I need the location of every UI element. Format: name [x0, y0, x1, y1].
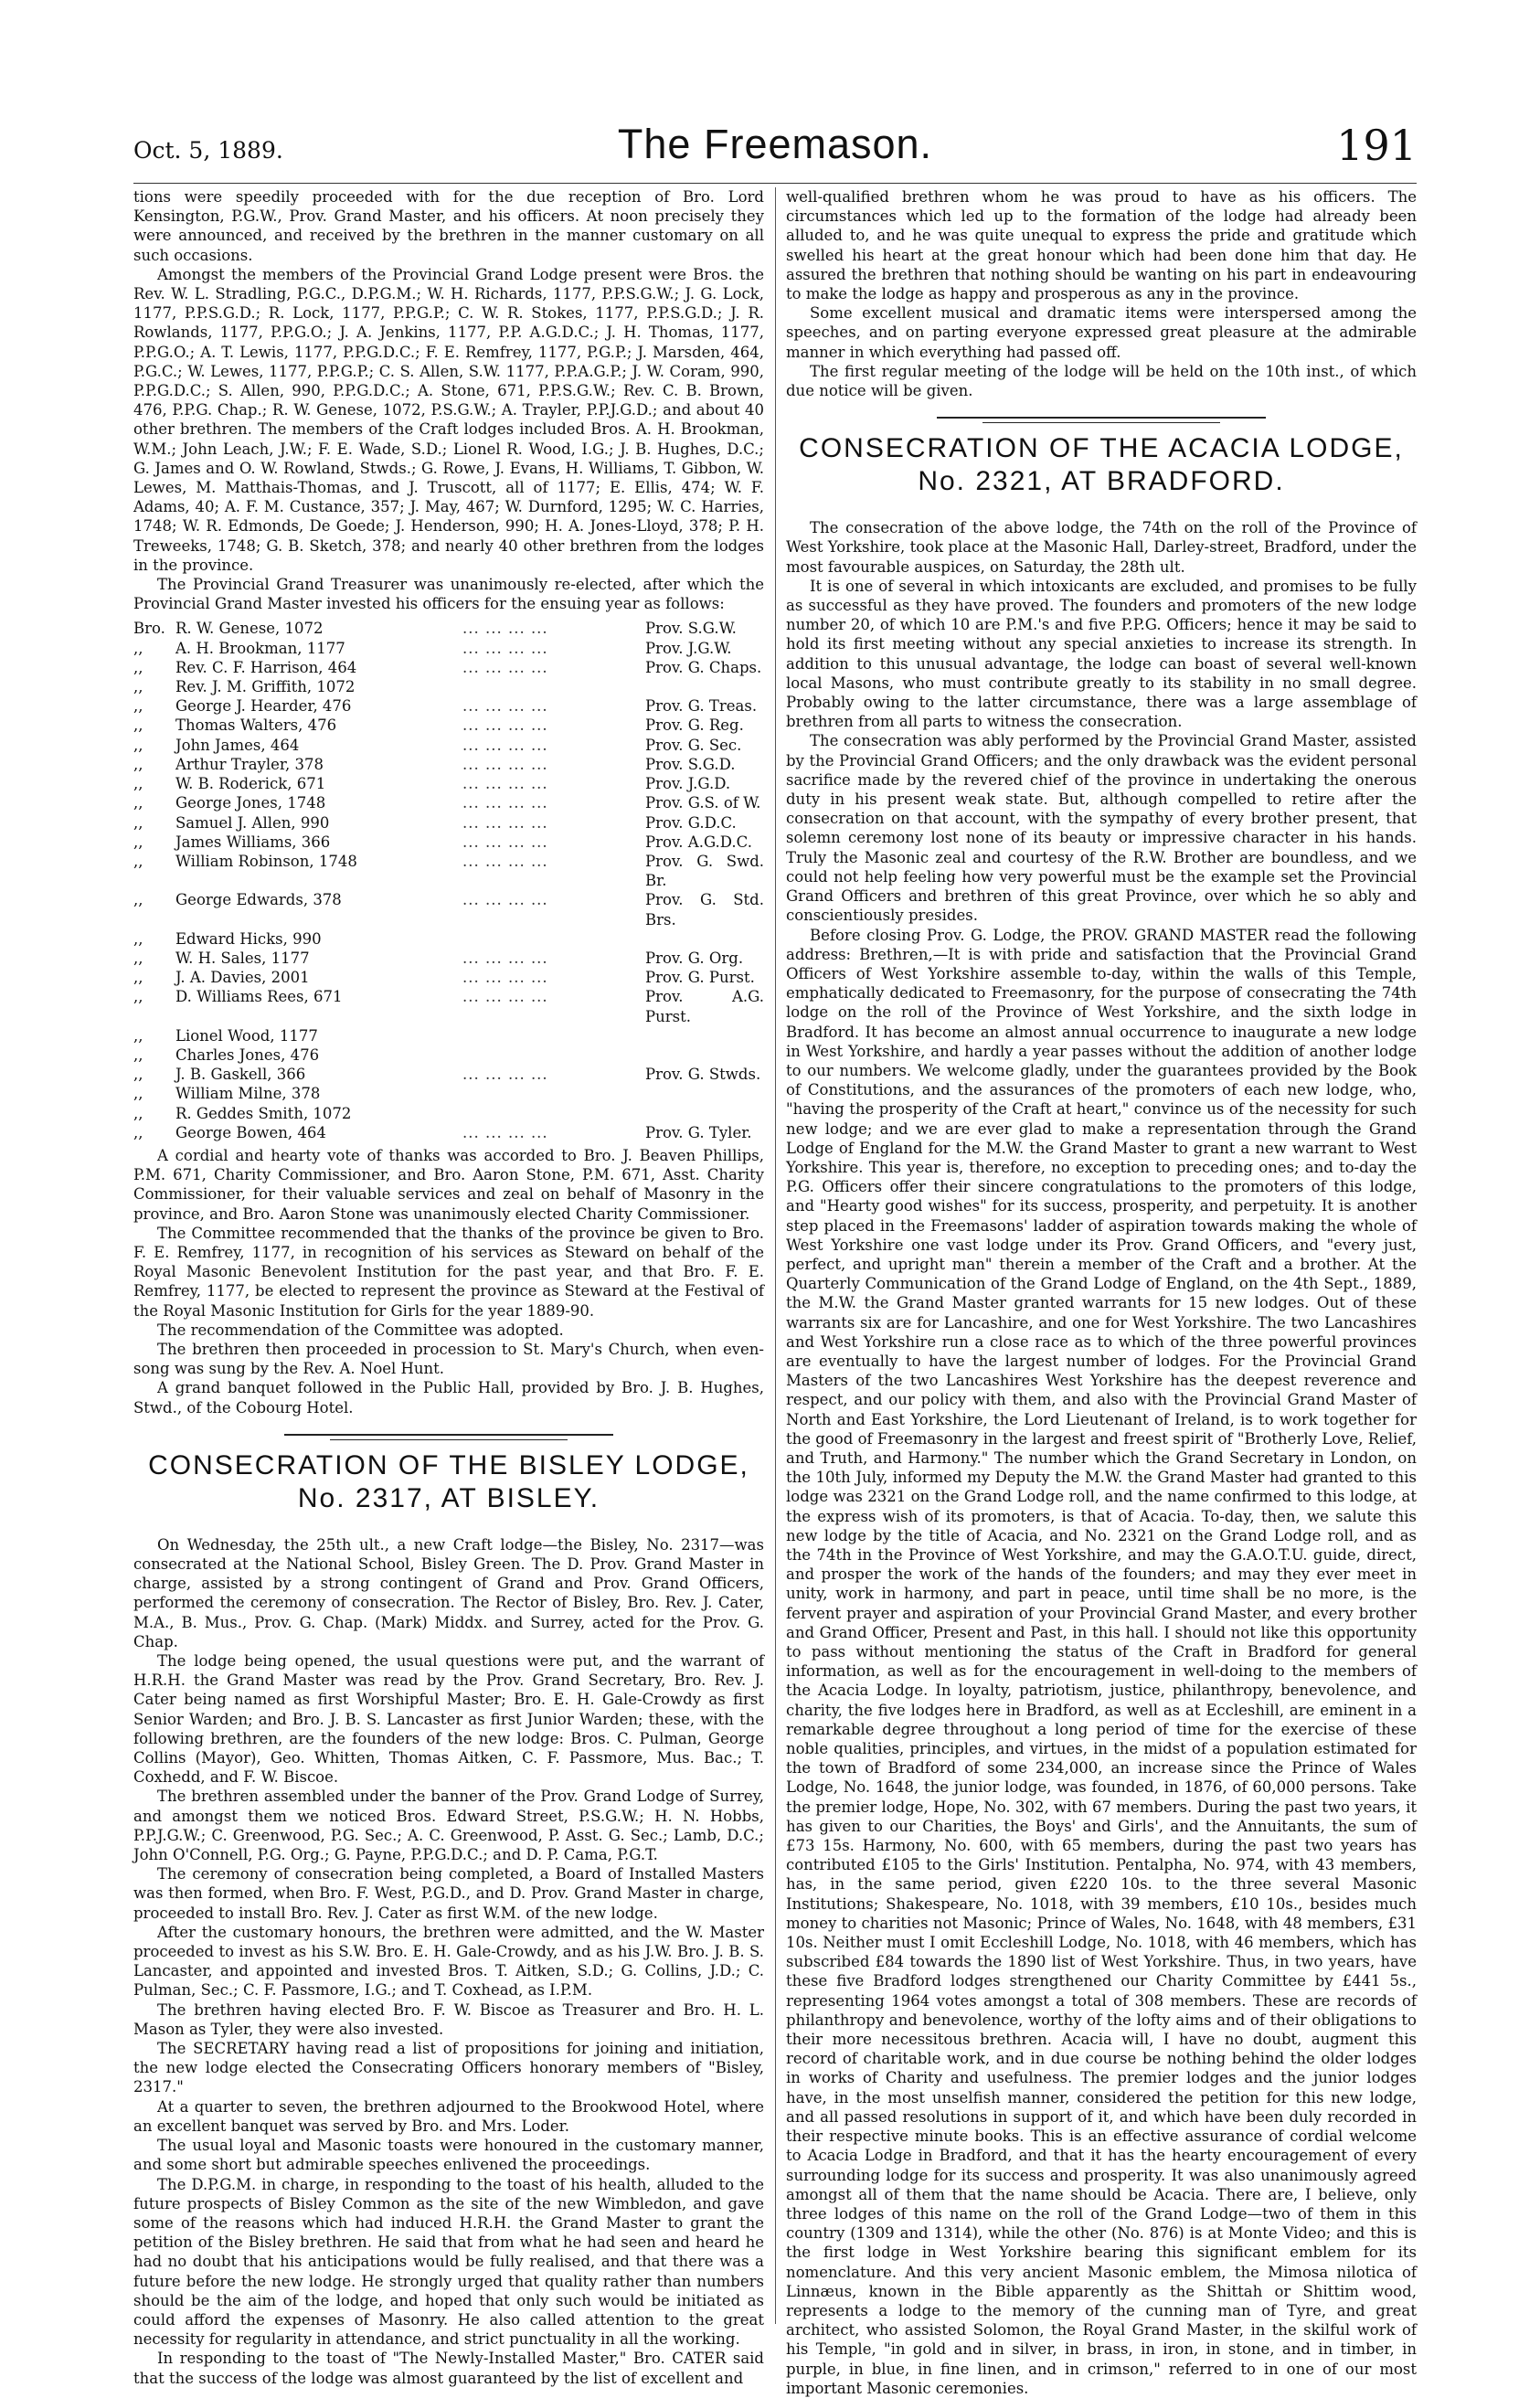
section-title: CONSECRATION OF THE ACACIA LODGE, [799, 433, 1404, 464]
officer-prefix: ,, [133, 852, 143, 870]
officer-prefix: ,, [133, 1104, 143, 1122]
officer-row [133, 1084, 764, 1103]
officer-row [133, 987, 764, 1025]
leader-dots [462, 1045, 645, 1065]
paragraph: The recommendation of the Committee was adopted. [157, 1321, 564, 1339]
officer-row [133, 774, 764, 793]
column-divider [775, 187, 776, 2324]
officer-office: Prov. G. Sec. [645, 736, 742, 754]
officer-name: Edward Hicks, 990 [175, 929, 322, 948]
paragraph: The brethren assembled under the banner of the Prov. Grand Lodge of Surrey, and amongst them we noticed Bros. Edward Street, P.S.G.W.; H. N. Hobbs, P.P.J.G.W.; C. Greenwood, P.G. Sec.; A. C. Greenwood, P. Asst. G. Sec.; Lamb, D.C.; John O'Connell, P.G. Org.; G. Payne, P.P.G.D.C.; and D. P. Cama, P.G.T. [133, 1788, 764, 1864]
officer-row [133, 1104, 764, 1123]
section-subtitle: No. 2321, AT BRADFORD. [918, 466, 1285, 497]
section-rule [330, 1439, 568, 1440]
paragraph: After the customary honours, the brethren were admitted, and the W. Master proceeded to invest as his S.W. Bro. E. H. Gale-Crowdy, and as his J.W. Bro. J. B. S. Lancaster, and appointed and invested Bros. T. Aitken, S.D.; G. Collins, J.D.; C. Pulman, Sec.; C. F. Passmore, I.G.; and T. Coxhead, as I.P.M. [133, 1923, 764, 2000]
officer-office [645, 929, 764, 949]
officer-name: Lionel Wood, 1177 [175, 1026, 318, 1045]
officer-name: R. Geddes Smith, 1072 [175, 1104, 352, 1122]
officer-office: Prov. G. Reg. [645, 716, 744, 735]
officer-row [133, 813, 764, 833]
officer-office [645, 1026, 764, 1045]
officer-office: Prov. A.G.D.C. [645, 833, 752, 851]
paragraph: The consecration of the above lodge, the 74th on the roll of the Province of West Yorkshire, took place at the Masonic Hall, Darley-street, Bradford, under the most favourable auspices, on Saturday, the 28th ult. [786, 519, 1417, 576]
paragraph: The consecration was ably performed by the Provincial Grand Master, assisted by the Provincial Grand Officers; and the only drawback was the evident personal sacrifice made by the revered chief of the province in undertaking the onerous duty in his present weak state. But, although compelled to retire after the consecration on that account, with the sympathy of every brother present, that solemn ceremony lost none of its beauty or impressive character in his hands. Truly the Masonic zeal and courtesy of the R.W. Brother are boundless, and we could not help feeling how very powerful must be the example set the Provincial Grand Officers and brethren of this great Province, over which he so ably and conscientiously presides. [786, 732, 1417, 925]
officer-row [133, 696, 764, 716]
officer-name: A. H. Brookman, 1177 [175, 639, 345, 657]
paragraph: The Provincial Grand Treasurer was unanimously re-elected, after which the Provincial Grand Master invested his officers for the ensuing year as follows: [133, 576, 764, 613]
paragraph: well-qualified brethren whom he was proud to have as his officers. The circumstances which led up to the formation of the lodge had already been alluded to, and he was quite unequal to express the pride and gratitude which swelled his heart at the great honour which had been done him that day. He assured the brethren that nothing should be wanting on his part in endeavouring to make the lodge as happy and prosperous as any in the province. [786, 188, 1417, 303]
left-column [133, 187, 764, 2387]
officer-prefix: ,, [133, 833, 143, 851]
section-rule [284, 1434, 613, 1436]
officer-prefix: ,, [133, 736, 143, 754]
officer-office [645, 1045, 764, 1065]
officer-office: Prov. G. Chaps. [645, 658, 762, 676]
officer-name: Rev. C. F. Harrison, 464 [175, 658, 357, 676]
officer-prefix: ,, [133, 949, 143, 967]
officer-prefix: ,, [133, 658, 143, 676]
officer-office: Prov. G. Tyler. [645, 1123, 752, 1141]
header-rule [133, 183, 1417, 184]
officer-office [645, 1104, 764, 1123]
officer-prefix: ,, [133, 1045, 143, 1064]
leader-dots: ... ... ... ... [462, 639, 548, 657]
officer-prefix: ,, [133, 929, 143, 948]
right-column [786, 187, 1417, 2397]
paragraph: The ceremony of consecration being completed, a Board of Installed Masters was then formed, when Bro. F. West, P.G.D., and D. Prov. Grand Master in charge, proceeded to install Bro. Rev. J. Cater as first W.M. of the new lodge. [133, 1865, 764, 1922]
officer-name: W. H. Sales, 1177 [175, 949, 310, 967]
leader-dots: ... ... ... ... [462, 988, 548, 1006]
officer-prefix: ,, [133, 1066, 143, 1084]
officer-prefix: ,, [133, 1026, 143, 1045]
officer-office: Prov. S.G.D. [645, 755, 736, 773]
officer-row [133, 619, 764, 638]
section-rule [982, 422, 1220, 423]
officer-name: Samuel J. Allen, 990 [175, 813, 330, 832]
paragraph: tions were speedily proceeded with for the due reception of Bro. Lord Kensington, P.G.W., Prov. Grand Master, and his officers. At noon precisely they were announced, and received by the brethren in the manner customary on all such occasions. [133, 188, 764, 264]
paragraph: The brethren having elected Bro. F. W. Biscoe as Treasurer and Bro. H. L. Mason as Tyler, they were also invested. [133, 2000, 764, 2038]
page-number: 191 [1336, 121, 1417, 170]
leader-dots [462, 1084, 645, 1103]
officer-office [645, 677, 764, 696]
leader-dots: ... ... ... ... [462, 833, 548, 851]
section-rule [937, 417, 1266, 419]
leader-dots: ... ... ... ... [462, 891, 548, 909]
officer-office: Prov. J.G.D. [645, 775, 731, 793]
acacia-article [786, 518, 1417, 2398]
paragraph: The usual loyal and Masonic toasts were honoured in the customary manner, and some short but admirable speeches enlivened the proceedings. [133, 2137, 764, 2174]
issue-date: Oct. 5, 1889. [133, 137, 283, 164]
leader-dots: ... ... ... ... [462, 949, 548, 967]
leader-dots: ... ... ... ... [462, 852, 548, 870]
officer-row [133, 716, 764, 735]
officer-row [133, 793, 764, 812]
officer-prefix: ,, [133, 1085, 143, 1103]
officer-prefix: Bro. [133, 620, 165, 638]
leader-dots: ... ... ... ... [462, 813, 548, 832]
officer-row [133, 658, 764, 677]
officer-row [133, 1123, 764, 1142]
paragraph: The brethren then proceeded in procession to St. Mary's Church, when even-song was sung by the Rev. A. Noel Hunt. [133, 1340, 764, 1378]
leader-dots: ... ... ... ... [462, 697, 548, 716]
officer-name: George Bowen, 464 [175, 1123, 326, 1141]
leader-dots: ... ... ... ... [462, 736, 548, 754]
leader-dots: ... ... ... ... [462, 794, 548, 812]
paragraph: A cordial and hearty vote of thanks was accorded to Bro. J. Beaven Phillips, P.M. 671, Charity Commissioner, and Bro. Aaron Stone, P.M. 671, Asst. Charity Commissioner, for their valuable services and zeal on behalf of Masonry in the province, and Bro. Aaron Stone was unanimously elected Charity Commissioner. [133, 1146, 764, 1223]
officer-office: Prov. G. Treas. [645, 697, 758, 716]
officer-name: John James, 464 [175, 736, 300, 754]
leader-dots: ... ... ... ... [462, 1066, 548, 1084]
paragraph: In responding to the toast of "The Newly-Installed Master," Bro. CATER said that the success of the lodge was almost guaranteed by the list of excellent and [133, 2350, 764, 2387]
officer-office: Prov. G. Swd. Br. [645, 852, 764, 890]
officer-office [645, 1084, 764, 1103]
officer-name: R. W. Genese, 1072 [175, 620, 324, 638]
paragraph: At a quarter to seven, the brethren adjourned to the Brookwood Hotel, where an excellent banquet was served by Bro. and Mrs. Loder. [133, 2097, 764, 2135]
section-title: CONSECRATION OF THE BISLEY LODGE, [148, 1449, 749, 1480]
officer-row [133, 1045, 764, 1065]
paragraph: The D.P.G.M. in charge, in responding to the toast of his health, alluded to the future prospects of Bisley Common as the site of the new Wimbledon, and gave some of the reasons which had induced H.R.H. the Grand Master to grant the petition of the Bisley brethren. He said that from what he had seen and heard he had no doubt that his anticipations would be fully realised, and that there was a future before the new lodge. He strongly urged that quality rather than numbers should be the aim of the lodge, and hoped that only such would be initiated as could afford the expenses of Masonry. He also called attention to the great necessity for regularity in attendance, and strict punctuality in all the working. [133, 2175, 764, 2349]
officer-office: Prov. G.D.C. [645, 813, 737, 832]
officer-prefix: ,, [133, 678, 143, 696]
officer-row [133, 1026, 764, 1045]
officer-row [133, 968, 764, 987]
leader-dots: ... ... ... ... [462, 716, 548, 735]
officer-row [133, 929, 764, 949]
officer-name: George Jones, 1748 [175, 794, 326, 812]
paragraph: On Wednesday, the 25th ult., a new Craft lodge—the Bisley, No. 2317—was consecrated at the National School, Bisley Green. The D. Prov. Grand Master in charge, assisted by a strong contingent of Grand and Prov. Grand Officers, performed the ceremony of consecration. The Rector of Bisley, Bro. Rev. J. Cater, M.A., B. Mus., Prov. G. Chap. (Mark) Middx. and Surrey, acted for the Prov. G. Chap. [133, 1535, 764, 1650]
officer-office: Prov. G. Std. Brs. [645, 891, 764, 928]
officer-name: James Williams, 366 [175, 833, 331, 851]
leader-dots: ... ... ... ... [462, 775, 548, 793]
officer-name: J. A. Davies, 2001 [175, 969, 310, 987]
bisley-article [133, 1535, 764, 2388]
officer-name: William Milne, 378 [175, 1085, 321, 1103]
officer-name: Rev. J. M. Griffith, 1072 [175, 678, 356, 696]
officer-name: Charles Jones, 476 [175, 1045, 320, 1064]
officer-office: Prov. A.G. Purst. [645, 988, 764, 1025]
leader-dots [462, 1104, 645, 1123]
officer-prefix: ,, [133, 755, 143, 773]
officer-prefix: ,, [133, 794, 143, 812]
officer-office: Prov. S.G.W. [645, 620, 737, 638]
leader-dots [462, 929, 645, 949]
officers-list [133, 619, 764, 1141]
officer-row [133, 1065, 764, 1084]
paragraph: It is one of several in which intoxicants are excluded, and promises to be fully as successful as they have proved. The founders and promoters of the new lodge number 20, of which 10 are P.M.'s and five P.P.G. Officers; hence it may be said to hold its first meeting without any special anxieties to increase its strength. In addition to this unusual advantage, the lodge can boast of several well-known local Masons, who must contribute greatly to its stability in no small degree. Probably owing to the latter circumstance, there was a large assemblage of brethren from all parts to witness the consecration. [786, 577, 1417, 731]
officer-prefix: ,, [133, 988, 143, 1006]
paragraph: Amongst the members of the Provincial Grand Lodge present were Bros. the Rev. W. L. Stradling, P.G.C., D.P.G.M.; W. H. Richards, 1177, P.P.S.G.W.; J. G. Lock, 1177, P.P.S.G.D.; R. Lock, 1177, P.P.G.P.; C. W. R. Stokes, 1177, P.P.S.G.D.; J. R. Rowlands, 1177, P.P.G.O.; J. A. Jenkins, 1177, P.P. A.G.D.C.; J. H. Thomas, 1177, P.P.G.O.; A. T. Lewis, 1177, P.P.G.D.C.; F. E. Remfrey, 1177, P.G.P.; J. Marsden, 464, P.G.C.; W. Lewes, 1177, P.P.G.P.; C. S. Allen, S.W. 1177, P.P.A.G.P.; J. W. Coram, 990, P.P.G.D.C.; S. Allen, 990, P.P.G.D.C.; A. Stone, 671, P.P.S.G.W.; Rev. C. B. Brown, 476, P.P.G. Chap.; R. W. Genese, 1072, P.S.G.W.; A. Trayler, P.P.J.G.D.; and about 40 other brethren. The members of the Craft lodges included Bros. A. H. Brookman, W.M.; John Leach, J.W.; F. E. Wade, S.D.; Lionel R. Wood, I.G.; J. B. Hughes, D.C.; G. James and O. W. Rowland, Stwds.; G. Rowe, J. Evans, H. Williams, T. Gibbon, W. Lewes, M. Matthais-Thomas, and J. Truscott, all of 1177; E. Ellis, 474; W. F. Adams, 40; A. F. M. Custance, 357; J. May, 467; W. Durnford, 1295; W. C. Harries, 1748; W. R. Edmonds, De Goede; J. Henderson, 990; H. A. Jones-Lloyd, 378; P. H. Treweeks, 1748; G. B. Sketch, 378; and nearly 40 other brethren from the lodges in the province. [133, 265, 764, 574]
officer-name: J. B. Gaskell, 366 [175, 1066, 306, 1084]
officer-prefix: ,, [133, 1123, 143, 1141]
officer-row [133, 736, 764, 755]
officer-prefix: ,, [133, 716, 143, 735]
paragraph: A grand banquet followed in the Public Hall, provided by Bro. J. B. Hughes, Stwd., of the Cobourg Hotel. [133, 1379, 764, 1417]
officer-name: Arthur Trayler, 378 [175, 755, 324, 773]
officer-prefix: ,, [133, 639, 143, 657]
officer-office: Prov. G. Purst. [645, 969, 755, 987]
paragraph: The lodge being opened, the usual questions were put, and the warrant of H.R.H. the Grand Master was read by the Prov. Grand Secretary, Bro. Rev. J. Cater being named as first Worshipful Master; Bro. E. H. Gale-Crowdy as first Senior Warden; and Bro. J. B. S. Lancaster as first Junior Warden; these, with the following brethren, are the founders of the new lodge: Bros. C. Pulman, George Collins (Mayor), Geo. Whitten, Thomas Aitken, C. F. Passmore, Mus. Bac.; T. Coxhedd, and F. W. Biscoe. [133, 1652, 764, 1787]
officer-row [133, 677, 764, 696]
leader-dots [462, 677, 645, 696]
officer-prefix: ,, [133, 775, 143, 793]
paragraph: The first regular meeting of the lodge will be held on the 10th inst., of which due notice will be given. [786, 362, 1417, 400]
paragraph: Some excellent musical and dramatic items were interspersed among the speeches, and on parting everyone expressed great pleasure at the admirable manner in which everything had passed off. [786, 304, 1417, 361]
officer-row [133, 890, 764, 928]
leader-dots: ... ... ... ... [462, 755, 548, 773]
leader-dots [462, 1026, 645, 1045]
leader-dots: ... ... ... ... [462, 620, 548, 638]
officer-prefix: ,, [133, 891, 143, 909]
officer-name: D. Williams Rees, 671 [175, 988, 343, 1006]
section-subtitle: No. 2317, AT BISLEY. [297, 1482, 600, 1513]
officer-office: Prov. G. Org. [645, 949, 744, 967]
officer-prefix: ,, [133, 969, 143, 987]
officer-name: W. B. Roderick, 671 [175, 775, 326, 793]
officer-prefix: ,, [133, 813, 143, 832]
paragraph: The Committee recommended that the thanks of the province be given to Bro. F. E. Remfrey, 1177, in recognition of his services as Steward on behalf of the Royal Masonic Benevolent Institution for the past year, and that Bro. F. E. Remfrey, 1177, be elected to represent the province as Steward at the Festival of the Royal Masonic Institution for Girls for the year 1889-90. [133, 1224, 764, 1320]
officer-prefix: ,, [133, 697, 143, 716]
officer-office: Prov. G.S. of W. [645, 794, 761, 812]
officer-name: George J. Hearder, 476 [175, 697, 352, 716]
officer-office: Prov. G. Stwds. [645, 1066, 761, 1084]
officer-row [133, 755, 764, 774]
officer-name: Thomas Walters, 476 [175, 716, 337, 735]
officer-row [133, 833, 764, 852]
leader-dots: ... ... ... ... [462, 969, 548, 987]
officer-name: George Edwards, 378 [175, 891, 342, 909]
officer-office: Prov. J.G.W. [645, 639, 732, 657]
paragraph: Before closing Prov. G. Lodge, the PROV. GRAND MASTER read the following address: Brethren,—It is with pride and satisfaction that the Provincial Grand Officers of West Yorkshire assemble to-day, within the walls of this Temple, emphatically dedicated to Freemasonry, for the purpose of consecrating the 74th lodge on the roll of the Province of West Yorkshire, and the sixth lodge in Bradford. It has become an almost annual occurrence to inaugurate a new lodge in West Yorkshire, and hardly a year passes without the addition of another lodge to our numbers. We welcome gladly, under the guarantees provided by the Book of Constitutions, and the assurances of the promoters of each new lodge, who, "having the prosperity of the Craft at heart," convince us of the necessity for such new lodge; and we are ever glad to make a representation through the Grand Lodge of England for the M.W. the Grand Master to grant a new warrant to West Yorkshire. This year is, therefore, no exception to preceding ones; and to-day the P.G. Officers offer their sincere congratulations to the promoters of this lodge, and "Hearty good wishes" for its success, prosperity, and perpetuity. It is another step placed in the Freemasons' ladder of aspiration towards making the whole of West Yorkshire one vast lodge under its Prov. Grand Officers, and "every just, perfect, and upright man" therein a member of the Craft and a brother. At the Quarterly Communication of the Grand Lodge of England, on the 4th Sept., 1889, the M.W. the Grand Master granted warrants for 15 new lodges. Out of these warrants six are for Lancashire, and one for West Yorkshire. The two Lancashires and West Yorkshire run a close race as to which of the three powerful provinces are eventually to have the largest number of lodges. For the Provincial Grand Masters of the two Lancashires West Yorkshire has the deepest reverence and respect, and our policy with them, and also with the Provincial Grand Master of North and East Yorkshire, the Lord Lieutenant of Ireland, is to work together for the good of Freemasonry in the largest and freest spirit of "Brotherly Love, Relief, and Truth, and Harmony." The number which the Grand Secretary in London, on the 10th July, informed my Deputy the M.W. the Grand Master had granted to this lodge was 2321 on the Grand Lodge roll, and the name confirmed to this lodge, at the express wish of its promoters, is that of Acacia. To-day, then, we salute this new lodge by the title of Acacia, and No. 2321 on the Grand Lodge roll, and as the 74th in the Province of West Yorkshire, and may the G.A.O.T.U. guide, direct, and prosper the work of the hands of the founders; and may they ever meet in unity, work in harmony, and part in peace, until time shall be no more, is the fervent prayer and aspiration of your Provincial Grand Master, and every brother and Grand Officer, Present and Past, in this hall. I should not like this opportunity to pass without mentioning the status of the Craft in Bradford for general information, as well as for the encouragement in well-doing to the members of the Acacia Lodge. In loyalty, patriotism, justice, philanthropy, benevolence, and charity, the five lodges here in Bradford, as well as at Eccleshill, are eminent in a remarkable degree throughout a long period of time for the exercise of these noble qualities, principles, and virtues, in the midst of a population estimated for the town of Bradford of some 234,000, an increase since the Prince of Wales Lodge, No. 1648, the junior lodge, was founded, in 1876, of 60,000 persons. Take the premier lodge, Hope, No. 302, with 67 members. During the past two years, it has given to our Charities, the Boys' and Girls', and the Annuitants, the sum of £73 15s. Harmony, No. 600, with 65 members, during the past two years has contributed £105 to the Girls' Institution. Pentalpha, No. 974, with 43 members, has, in the same period, given £220 10s. to the three several Masonic Institutions; Shakespeare, No. 1018, with 39 members, £10 10s., besides much money to charities not Masonic; Prince of Wales, No. 1648, with 48 members, £31 10s. Neither must I omit Eccleshill Lodge, No. 1018, with 46 members, which has subscribed £84 towards the 1890 list of West Yorkshire. Thus, in two years, have these five Bradford lodges strengthened our Charity Committee by £441 5s., representing 1964 votes amongst a total of 308 members. These are records of philanthropy and benevolence, worthy of the lofty aims and of their obligations to their more necessitous brethren. Acacia will, I have no doubt, augment this record of charitable work, and in due course be nothing behind the older lodges in works of Charity and usefulness. The premier lodges and the junior lodges have, in the most unselfish manner, considered the petition for this new lodge, and all passed resolutions in support of it, and which have been duly recorded in their respective minute books. This is an effective assurance of cordial welcome to Acacia Lodge in Bradford, and that it has the hearty encouragement of every surrounding lodge for its success and prosperity. It was also unanimously agreed amongst all of them that the name should be Acacia. There are, I believe, only three lodges of this name on the roll of the Grand Lodge—two of them in this country (1309 and 1314), while the other (No. 876) is at Monte Video; and this is the first lodge in West Yorkshire bearing this significant emblem for its nomenclature. And this very ancient Masonic emblem, the Mimosa nilotica of Linnæus, known in the Bible apparently as the Shittah or Shittim wood, represents a lodge to the memory of the cunning man of Tyre, and great architect, who assisted Solomon, the Royal Grand Master, in the skilful work of his Temple, "in gold and in silver, in brass, in iron, in stone, and in timber, in purple, in blue, in fine linen, and in crimson," referred to in one of our most important Masonic ceremonies. [786, 926, 1417, 2397]
masthead-title: The Freemason. [617, 121, 933, 167]
page-header [133, 117, 1417, 172]
paragraph: The SECRETARY having read a list of propositions for joining and initiation, the new lodge elected the Consecrating Officers honorary members of "Bisley, 2317." [133, 2040, 764, 2096]
officer-row [133, 639, 764, 658]
officer-name: William Robinson, 1748 [175, 852, 357, 870]
officer-row [133, 852, 764, 890]
leader-dots: ... ... ... ... [462, 658, 548, 676]
officer-row [133, 949, 764, 968]
leader-dots: ... ... ... ... [462, 1123, 548, 1141]
